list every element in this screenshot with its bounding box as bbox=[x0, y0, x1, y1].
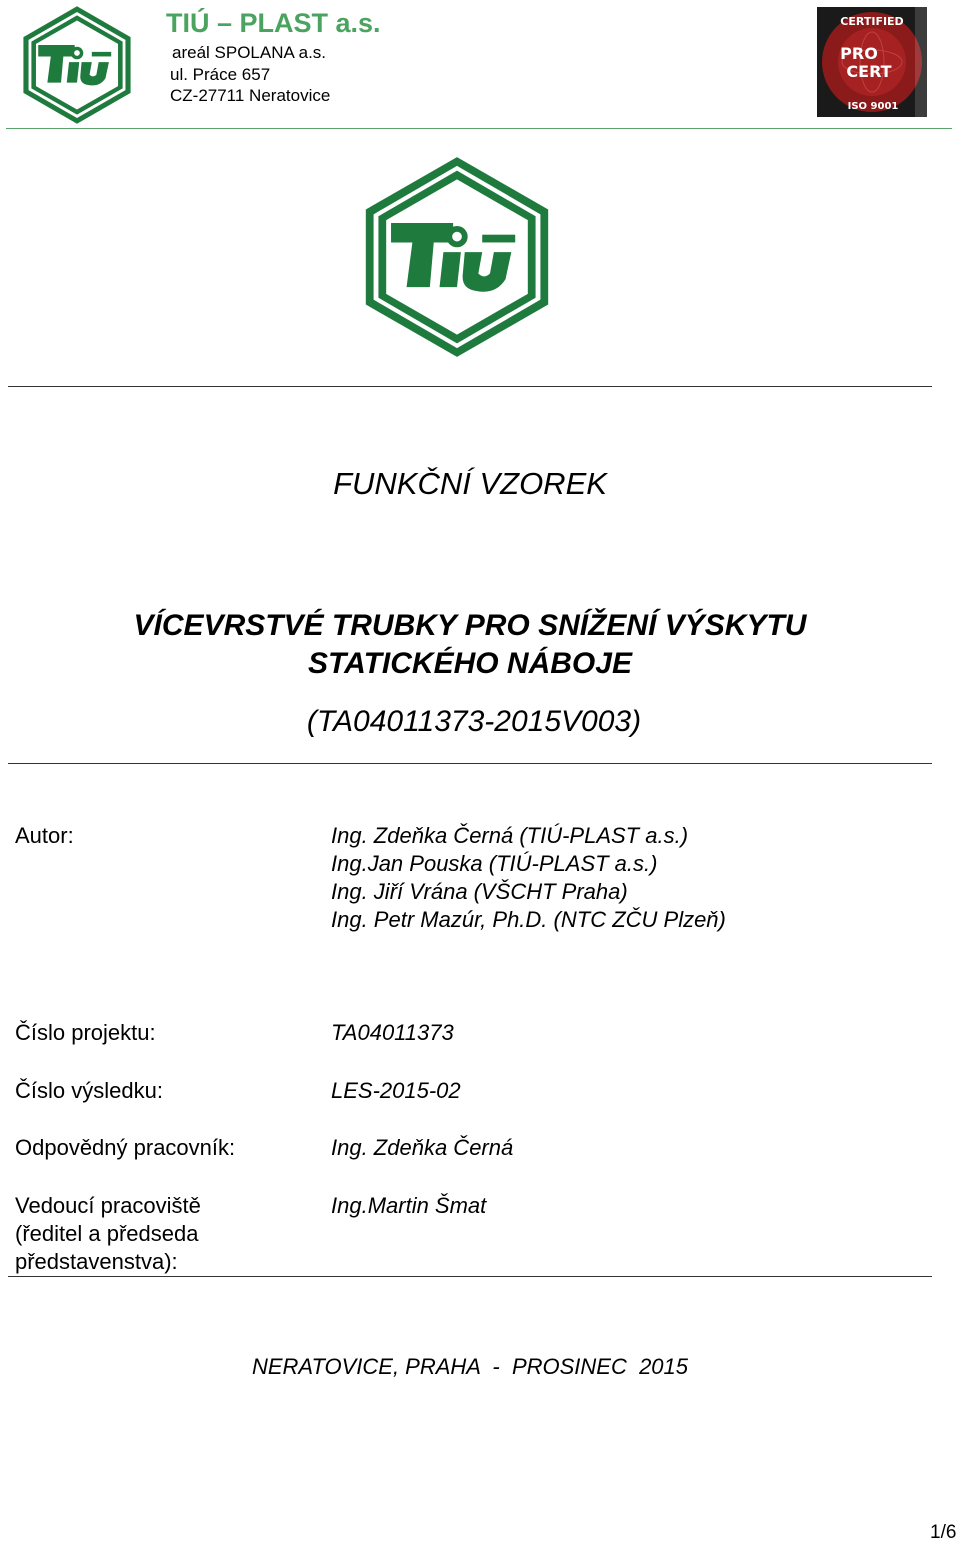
address-line-3: CZ-27711 Neratovice bbox=[170, 86, 331, 105]
head-label bbox=[15, 1192, 201, 1276]
responsible-label: Odpovědný pracovník: bbox=[15, 1135, 236, 1160]
document-title bbox=[0, 607, 940, 683]
document-code: (TA04011373-2015V003) bbox=[306, 705, 642, 738]
cert-bottom-text: ISO 9001 bbox=[847, 101, 899, 112]
project-number-label: Číslo projektu: bbox=[15, 1020, 156, 1045]
head-label-line-3: představenstva): bbox=[15, 1249, 178, 1274]
result-number-value: LES-2015-02 bbox=[331, 1078, 461, 1103]
author-item: Ing.Jan Pouska (TIÚ-PLAST a.s.) bbox=[331, 851, 658, 876]
project-number-value: TA04011373 bbox=[331, 1020, 454, 1045]
footer-city-date: NERATOVICE, PRAHA - PROSINEC 2015 bbox=[251, 1354, 689, 1379]
tiu-large-logo-icon bbox=[360, 153, 554, 361]
head-label-line-2: (ředitel a předseda bbox=[15, 1221, 199, 1246]
head-label-line-1: Vedoucí pracoviště bbox=[15, 1193, 201, 1218]
procert-iso-badge-icon bbox=[817, 7, 927, 117]
document-type: FUNKČNÍ VZOREK bbox=[333, 466, 607, 501]
cert-mid-line-1: PRO bbox=[840, 44, 878, 63]
address-line-2: ul. Práce 657 bbox=[170, 65, 271, 84]
divider-middle bbox=[8, 763, 932, 764]
result-number-label: Číslo výsledku: bbox=[15, 1078, 163, 1103]
cert-top-text: CERTIFIED bbox=[840, 15, 904, 28]
divider-bottom bbox=[8, 1276, 932, 1277]
responsible-value: Ing. Zdeňka Černá bbox=[331, 1135, 514, 1160]
authors-label: Autor: bbox=[15, 823, 74, 848]
tiu-hexagon-logo-icon bbox=[20, 4, 134, 126]
author-item: Ing. Jiří Vrána (VŠCHT Praha) bbox=[331, 879, 628, 904]
header-divider bbox=[6, 128, 952, 129]
page-number: 1/6 bbox=[930, 1522, 957, 1543]
divider-top bbox=[8, 386, 932, 387]
address-line-1: areál SPOLANA a.s. bbox=[172, 43, 327, 62]
cert-mid-line-2: CERT bbox=[846, 62, 892, 81]
authors-list bbox=[331, 822, 726, 934]
title-line-2: STATICKÉHO NÁBOJE bbox=[308, 647, 632, 680]
title-line-1: VÍCEVRSTVÉ TRUBKY PRO SNÍŽENÍ VÝSKYTU bbox=[133, 609, 807, 642]
company-name: TIÚ – PLAST a.s. bbox=[166, 8, 381, 38]
author-item: Ing. Petr Mazúr, Ph.D. (NTC ZČU Plzeň) bbox=[331, 907, 726, 932]
author-item: Ing. Zdeňka Černá (TIÚ-PLAST a.s.) bbox=[331, 823, 689, 848]
head-value: Ing.Martin Šmat bbox=[331, 1193, 487, 1218]
